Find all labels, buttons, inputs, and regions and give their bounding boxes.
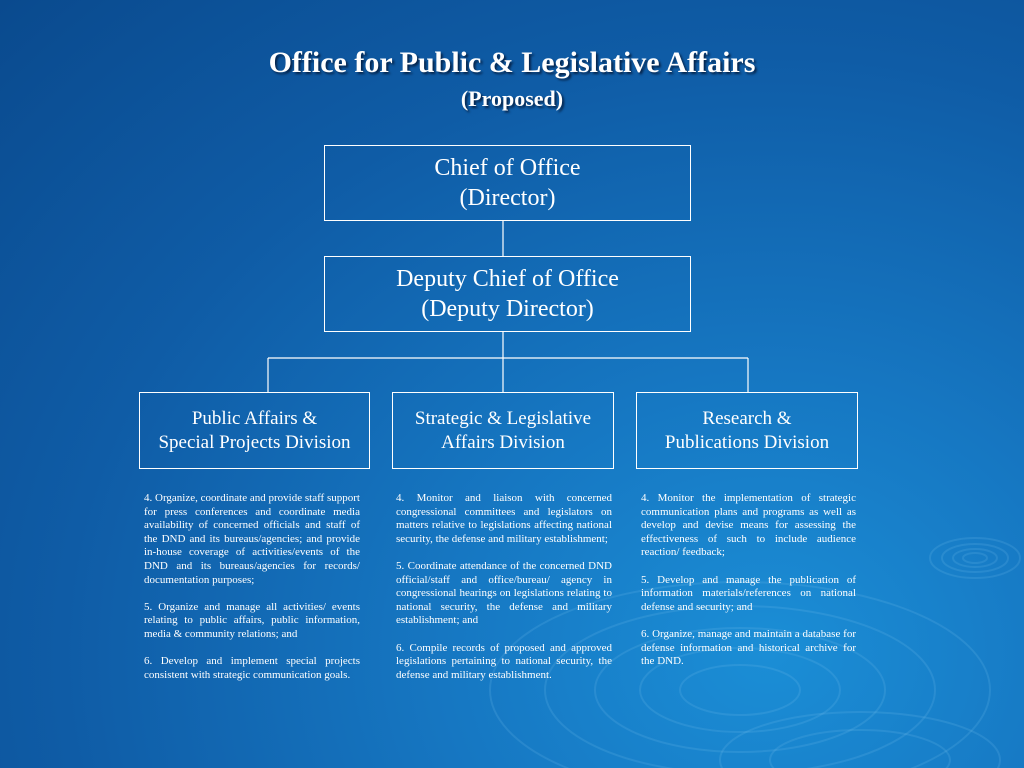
function-item: 5. Coordinate attendance of the concerned DND official/staff and office/bureau/ agency in congressional hearings on legislations relating to national security, the defense and military establishment; and: [396, 559, 612, 627]
division-name-line1: Strategic & Legislative: [414, 407, 592, 429]
function-item: 4. Monitor the implementation of strategic communication plans and programs as well as develop and devise means for assessing the effectiveness of such to include audience reaction/ feedback;: [641, 492, 856, 559]
function-item: 5. Organize and manage all activities/ events relating to public affairs, public information, media & community relations; and: [144, 600, 360, 640]
division-name-line2: Special Projects Division: [158, 431, 351, 453]
page-subtitle: (Proposed): [460, 86, 564, 111]
chief-of-office-box: [324, 145, 691, 221]
research-publications-functions: [641, 492, 856, 682]
public-affairs-functions: [144, 492, 360, 696]
function-item: 4. Monitor and liaison with concerned congressional committees and legislators on matters relative to legislations affecting national security, the defense and military establishment;: [396, 492, 612, 545]
function-item: 6. Compile records of proposed and approved legislations pertaining to national security, the defense and military establishment.: [396, 641, 612, 681]
chief-title: Chief of Office: [434, 155, 581, 181]
division-name-line1: Research &: [702, 407, 792, 429]
function-item: 4. Organize, coordinate and provide staff support for press conferences and coordinate media availability of concerned officials and staff of the DND and its bureaus/agencies; and provide in-house coverage of activities/events of the DND and its bureaus/agencies for records/ documentation purposes;: [144, 492, 360, 586]
function-item: 6. Organize, manage and maintain a database for defense information and historical archive for the DND.: [641, 627, 856, 668]
division-name-line2: Affairs Division: [441, 431, 565, 453]
deputy-title: Deputy Chief of Office: [396, 266, 619, 292]
deputy-chief-box: [324, 256, 691, 332]
strategic-legislative-division-box: [392, 392, 614, 469]
division-name-line2: Publications Division: [664, 431, 830, 453]
chief-subtitle: (Director): [459, 185, 556, 211]
function-item: 5. Develop and manage the publication of information materials/references on national defense and security; and: [641, 573, 856, 613]
deputy-subtitle: (Deputy Director): [421, 296, 594, 322]
function-item: 6. Develop and implement special projects consistent with strategic communication goals.: [144, 655, 360, 681]
division-name-line1: Public Affairs &: [191, 407, 318, 429]
page-title: Office for Public & Legislative Affairs: [268, 46, 756, 79]
research-publications-division-box: [636, 392, 858, 469]
public-affairs-division-box: [139, 392, 370, 469]
strategic-legislative-functions: [396, 492, 612, 696]
